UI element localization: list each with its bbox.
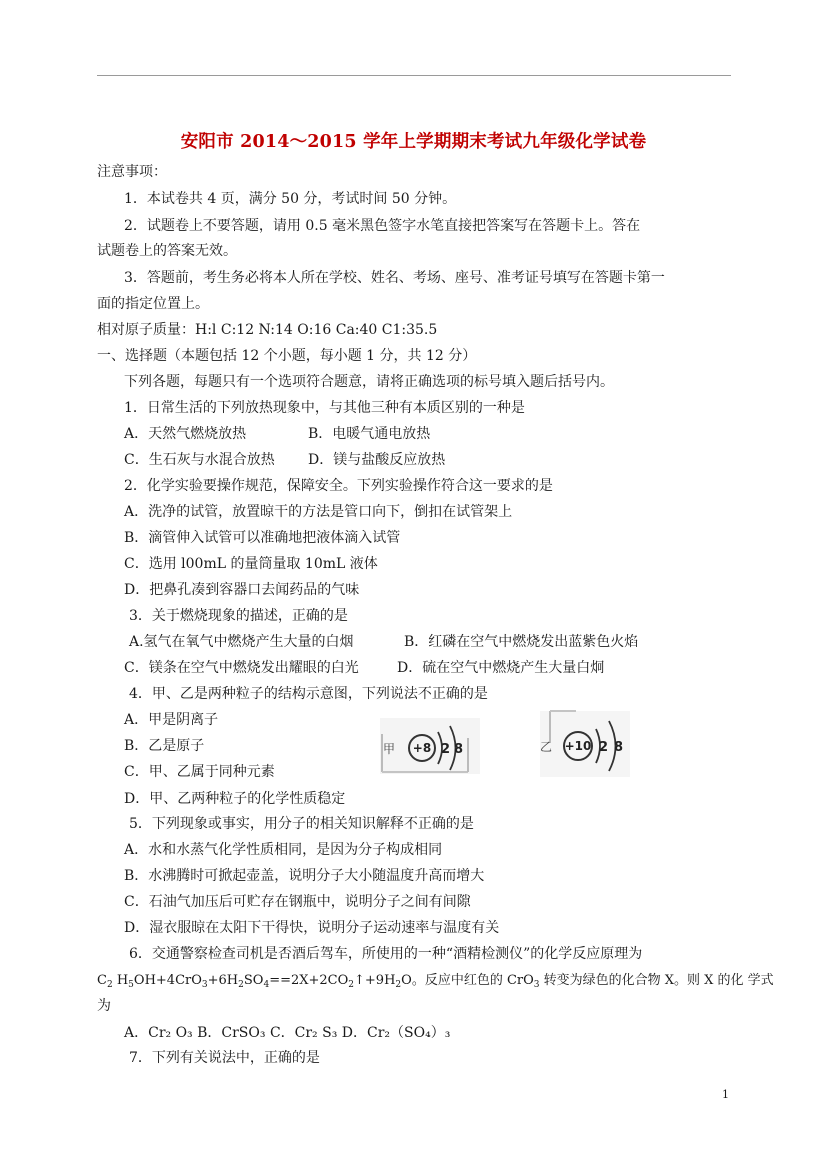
diagram-jia-label: 甲 — [383, 742, 396, 756]
q4-option-a: A．甲是阴离子 — [124, 712, 219, 728]
notice-item-2: 2．试题卷上不要答题，请用 0.5 毫米黑色签字水笔直接把答案写在答题卡上。答在 — [124, 218, 641, 234]
eq-sub: 5 — [128, 980, 134, 990]
notice-item-3-cont: 面的指定位置上。 — [97, 296, 209, 312]
q5-option-a: A．水和水蒸气化学性质相同，是因为分子构成相同 — [124, 842, 443, 858]
diagram-yi-nucleus: +10 — [564, 739, 592, 753]
q1-stem: 1．日常生活的下列放热现象中，与其他三种有本质区别的一种是 — [124, 400, 525, 416]
q1-option-c: C．生石灰与水混合放热 — [124, 452, 275, 468]
eq-part: +6H — [207, 973, 239, 988]
q2-option-a: A．洗净的试管，放置晾干的方法是管口向下，倒扣在试管架上 — [124, 504, 513, 520]
eq-part: 转变为绿色的化合物 X。则 X 的化 学式 — [539, 973, 774, 988]
eq-part: H — [112, 973, 129, 988]
q3-option-a: A.氢气在氧气中燃烧产生大量的白烟 — [129, 634, 354, 650]
eq-sub: 3 — [201, 980, 208, 990]
q4-option-c: C．甲、乙属于同种元素 — [124, 764, 275, 780]
eq-sub: 2 — [395, 980, 402, 990]
q4-option-d: D．甲、乙两种粒子的化学性质稳定 — [124, 791, 346, 807]
section-1-instruction: 下列各题，每题只有一个选项符合题意，请将正确选项的标号填入题后括号内。 — [124, 374, 614, 390]
q3-option-d: D．硫在空气中燃烧产生大量白炯 — [397, 660, 605, 676]
q7-stem: 7．下列有关说法中，正确的是 — [129, 1050, 320, 1066]
q1-option-d: D．镁与盐酸反应放热 — [308, 452, 446, 468]
q2-option-d: D．把鼻孔凑到容器口去闻药品的气味 — [124, 582, 360, 598]
q5-option-d: D．湿衣服晾在太阳下干得快，说明分子运动速率与温度有关 — [124, 920, 500, 936]
eq-part: ==2X+2CO — [269, 973, 349, 988]
q3-option-c: C．镁条在空气中燃烧发出耀眼的白光 — [124, 660, 359, 676]
q4-stem: 4．甲、乙是两种粒子的结构示意图，下列说法不正确的是 — [129, 686, 488, 702]
eq-part: OH+4CrO — [133, 973, 202, 988]
notice-item-1: 1．本试卷共 4 页，满分 50 分，考试时间 50 分钟。 — [124, 191, 457, 207]
q6-equation — [97, 972, 774, 994]
diagram-jia-shell-1: 2 — [441, 742, 451, 757]
page-number: 1 — [722, 1088, 729, 1101]
q5-option-b: B．水沸腾时可掀起壶盖，说明分子大小随温度升高而增大 — [124, 868, 485, 884]
q6-options: A．Cr₂ O₃ B．CrSO₃ C．Cr₂ S₃ D．Cr₂（SO₄）₃ — [124, 1025, 451, 1041]
q2-option-b: B．滴管伸入试管可以准确地把液体滴入试管 — [124, 530, 401, 546]
diagram-yi-label: 乙 — [540, 740, 553, 754]
notice-item-3: 3．答题前，考生务必将本人所在学校、姓名、考场、座号、准考证号填写在答题卡第一 — [124, 270, 665, 286]
q3-option-b: B．红磷在空气中燃烧发出蓝紫色火焰 — [404, 634, 639, 650]
eq-sub: 3 — [533, 980, 540, 990]
diagram-jia-nucleus: +8 — [412, 741, 432, 755]
eq-part: SO — [243, 973, 264, 988]
q6-line-3: 为 — [97, 998, 111, 1014]
header-rule — [97, 75, 731, 76]
notice-item-2-cont: 试题卷上的答案无效。 — [97, 243, 237, 259]
q4-option-b: B．乙是原子 — [124, 738, 205, 754]
q6-stem: 6．交通警察检查司机是否酒后驾车，所使用的一种“酒精检测仪”的化学反应原理为 — [129, 946, 643, 962]
q5-stem: 5．下列现象或事实，用分子的相关知识解释不正确的是 — [129, 816, 474, 832]
q2-stem: 2．化学实验要操作规范，保障安全。下列实验操作符合这一要求的是 — [124, 478, 553, 494]
atomic-mass-line: 相对原子质量：H:l C:12 N:14 O:16 Ca:40 C1:35.5 — [97, 322, 438, 338]
eq-sub: 2 — [106, 980, 113, 990]
eq-part: C — [97, 973, 107, 988]
eq-sub: 2 — [348, 980, 355, 990]
exam-title: 安阳市 2014～2015 学年上学期期末考试九年级化学试卷 — [180, 132, 647, 152]
diagram-jia-shell-2: 8 — [454, 742, 464, 757]
particle-diagram-jia — [378, 708, 483, 780]
eq-part: ↑+9H — [354, 973, 396, 988]
eq-sub: 2 — [238, 980, 244, 990]
q5-option-c: C．石油气加压后可贮存在钢瓶中，说明分子之间有间隙 — [124, 894, 471, 910]
diagram-yi-shell-2: 8 — [614, 740, 624, 755]
q1-option-b: B．电暖气通电放热 — [308, 426, 431, 442]
q3-stem: 3．关于燃烧现象的描述，正确的是 — [129, 608, 348, 624]
q1-option-a: A．天然气燃烧放热 — [124, 426, 247, 442]
q2-option-c: C．选用 l00mL 的量筒量取 10mL 液体 — [124, 556, 378, 572]
section-1-heading: 一、选择题（本题包括 12 个小题，每小题 1 分，共 12 分） — [97, 348, 477, 364]
eq-part: O。反应中红色的 CrO — [401, 973, 534, 988]
eq-sub: 4 — [263, 980, 270, 990]
diagram-yi-shell-1: 2 — [599, 740, 609, 755]
notice-heading: 注意事项： — [97, 164, 167, 180]
particle-diagram-yi — [536, 703, 636, 781]
